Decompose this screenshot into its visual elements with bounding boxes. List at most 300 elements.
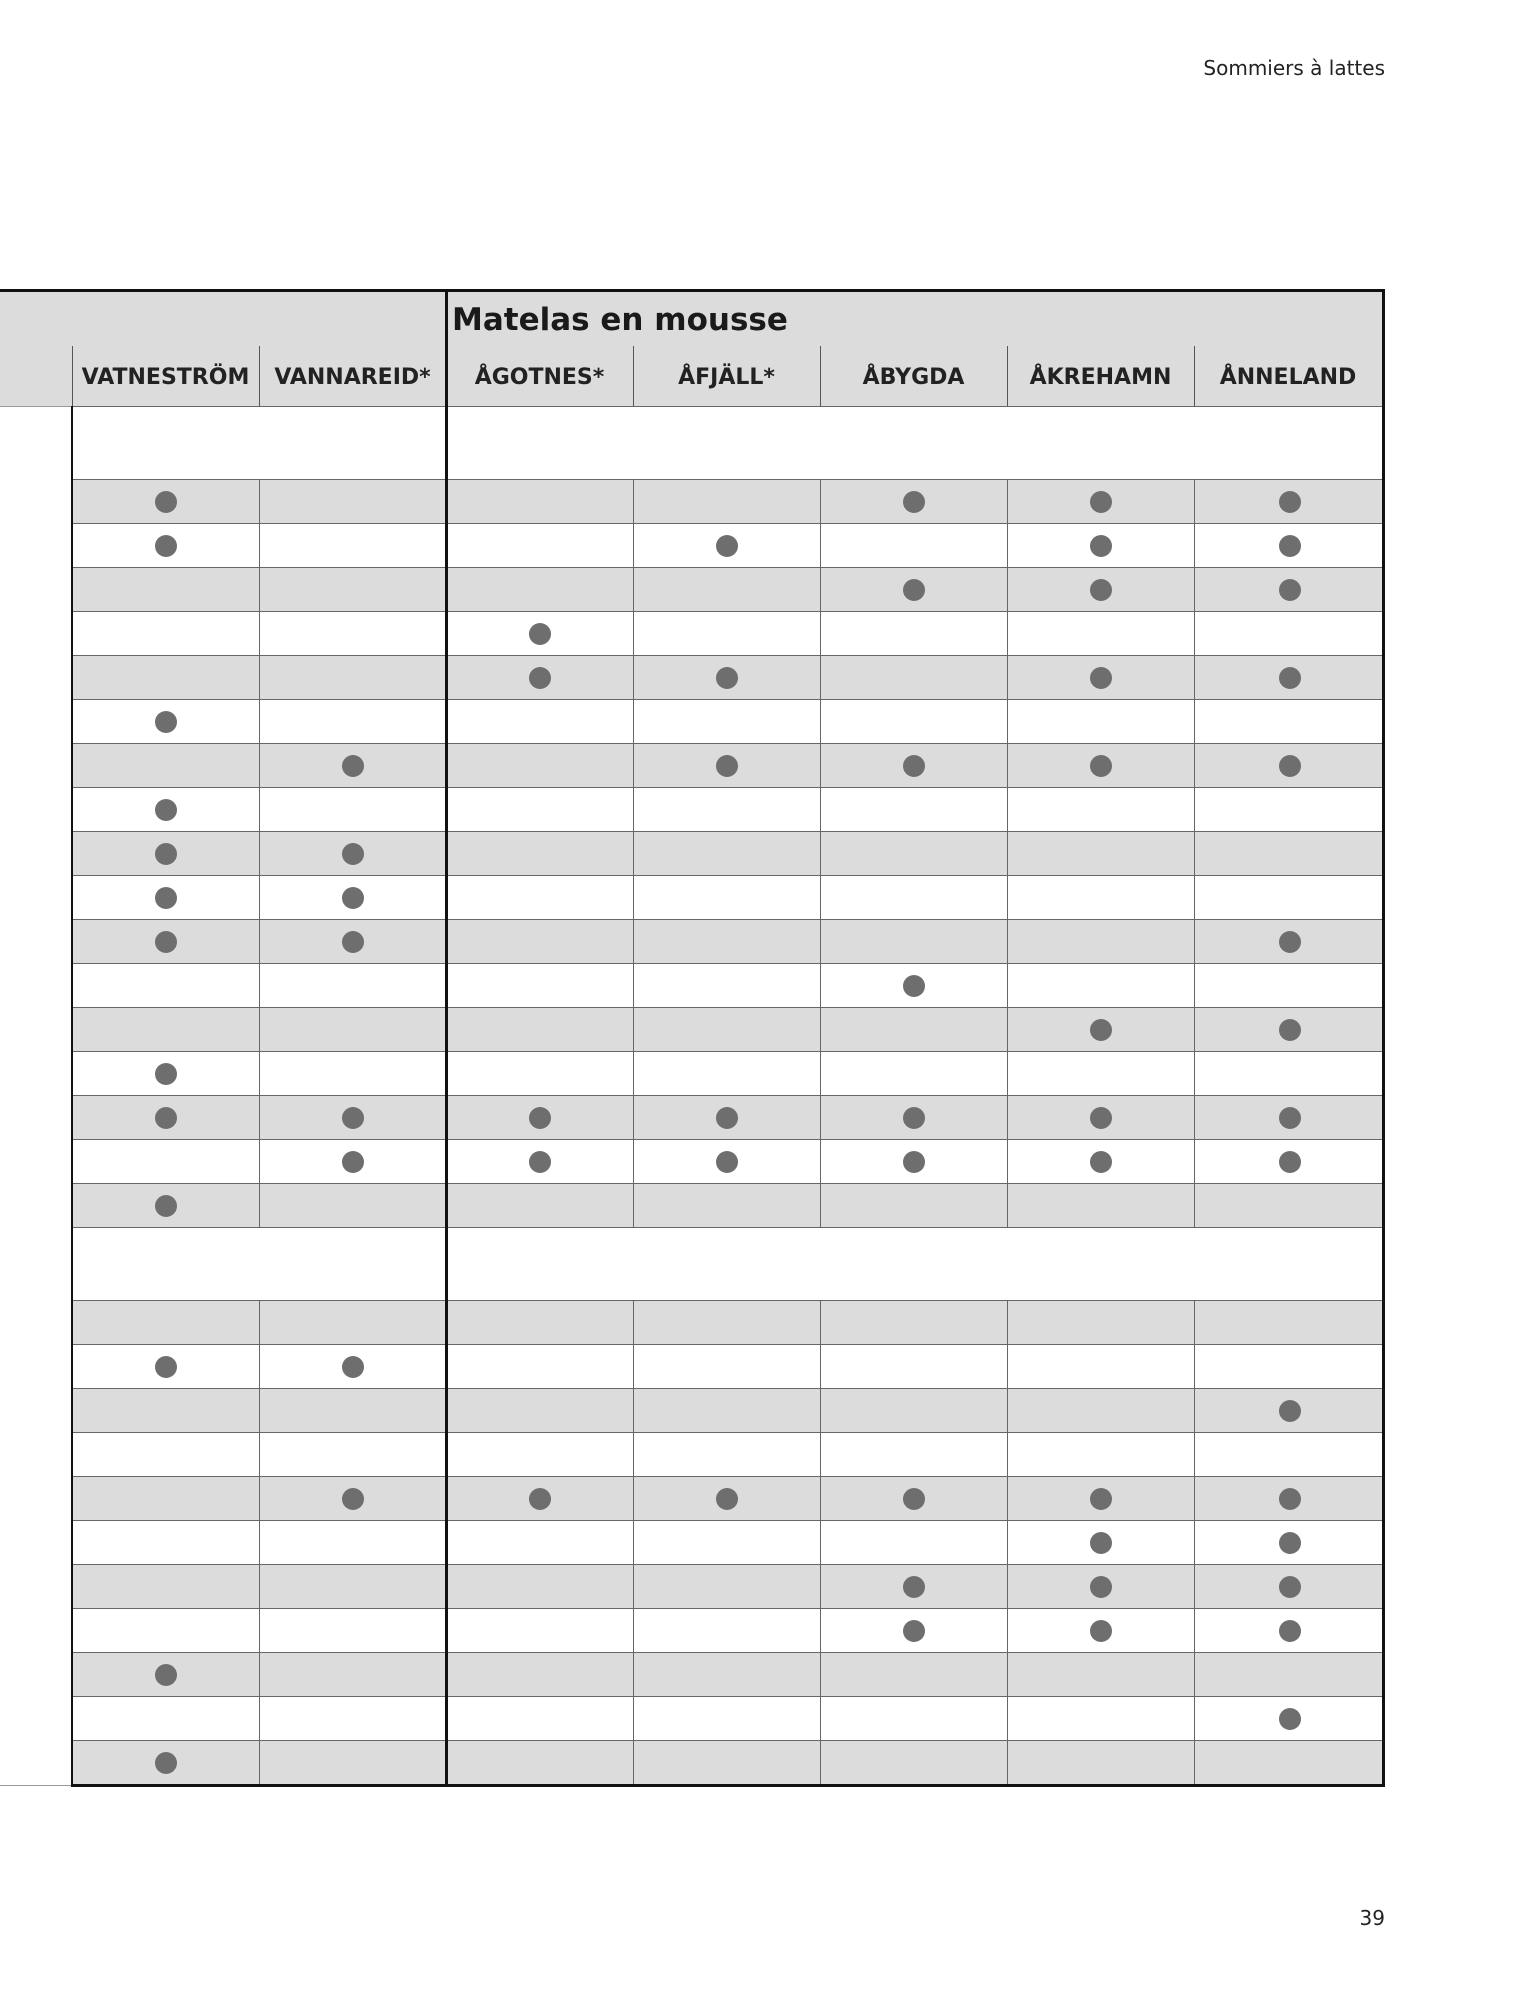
table-row bbox=[72, 1095, 1385, 1139]
bullet-dot-icon bbox=[155, 1356, 177, 1378]
group-title-foam-mattresses: Matelas en mousse bbox=[452, 302, 788, 338]
table-cell bbox=[820, 612, 1007, 655]
bullet-dot-icon bbox=[1279, 1019, 1301, 1041]
table-row bbox=[72, 831, 1385, 875]
table-cell bbox=[1007, 1741, 1194, 1784]
table-row bbox=[72, 1652, 1385, 1696]
bullet-dot-icon bbox=[716, 1151, 738, 1173]
column-header-abygda: ÅBYGDA bbox=[862, 364, 965, 390]
table-cell bbox=[820, 524, 1007, 567]
table-cell bbox=[446, 964, 633, 1007]
bullet-dot-icon bbox=[1279, 1532, 1301, 1554]
bullet-dot-icon bbox=[1090, 1576, 1112, 1598]
bullet-dot-icon bbox=[903, 1151, 925, 1173]
table-cell bbox=[633, 1096, 820, 1139]
table-cell bbox=[446, 524, 633, 567]
table-cell bbox=[259, 612, 446, 655]
table-cell bbox=[72, 1008, 259, 1051]
bullet-dot-icon bbox=[1279, 1107, 1301, 1129]
table-cell bbox=[72, 744, 259, 787]
bullet-dot-icon bbox=[1279, 535, 1301, 557]
table-cell bbox=[1007, 1008, 1194, 1051]
table-cell bbox=[1194, 1301, 1385, 1344]
bullet-dot-icon bbox=[1279, 931, 1301, 953]
table-row bbox=[72, 1388, 1385, 1432]
table-cell bbox=[259, 1741, 446, 1784]
bullet-dot-icon bbox=[155, 1752, 177, 1774]
table-cell bbox=[633, 1184, 820, 1227]
table-row bbox=[72, 479, 1385, 523]
table-cell bbox=[820, 1345, 1007, 1388]
table-cell bbox=[1194, 480, 1385, 523]
bullet-dot-icon bbox=[716, 1488, 738, 1510]
bullet-dot-icon bbox=[1279, 1576, 1301, 1598]
table-cell bbox=[72, 1521, 259, 1564]
table-cell bbox=[1194, 964, 1385, 1007]
table-cell bbox=[259, 1389, 446, 1432]
bullet-dot-icon bbox=[155, 843, 177, 865]
table-cell bbox=[259, 1301, 446, 1344]
group-separator-line bbox=[445, 289, 448, 1787]
bullet-dot-icon bbox=[1090, 1620, 1112, 1642]
bullet-dot-icon bbox=[716, 755, 738, 777]
bullet-dot-icon bbox=[342, 1107, 364, 1129]
table-cell bbox=[1194, 612, 1385, 655]
table-cell bbox=[820, 876, 1007, 919]
table-cell bbox=[1007, 744, 1194, 787]
bullet-dot-icon bbox=[716, 667, 738, 689]
table-cell bbox=[446, 1052, 633, 1095]
bullet-dot-icon bbox=[155, 1107, 177, 1129]
page-number: 39 bbox=[1359, 1906, 1385, 1930]
bullet-dot-icon bbox=[1279, 1400, 1301, 1422]
table-cell bbox=[633, 1477, 820, 1520]
bullet-dot-icon bbox=[529, 1107, 551, 1129]
table-cell bbox=[72, 1096, 259, 1139]
bullet-dot-icon bbox=[342, 755, 364, 777]
bullet-dot-icon bbox=[903, 579, 925, 601]
table-cell bbox=[1194, 1052, 1385, 1095]
column-header-vatnestrom: VATNESTRÖM bbox=[81, 364, 250, 390]
table-cell bbox=[72, 524, 259, 567]
table-cell bbox=[259, 964, 446, 1007]
table-cell bbox=[446, 1521, 633, 1564]
column-header-vannareid: VANNAREID* bbox=[274, 364, 431, 390]
table-cell bbox=[820, 1653, 1007, 1696]
bullet-dot-icon bbox=[1279, 667, 1301, 689]
table-cell bbox=[259, 700, 446, 743]
bullet-dot-icon bbox=[1090, 491, 1112, 513]
bullet-dot-icon bbox=[529, 1488, 551, 1510]
bullet-dot-icon bbox=[716, 1107, 738, 1129]
table-cell bbox=[633, 1609, 820, 1652]
table-row bbox=[72, 1740, 1385, 1784]
table-cell bbox=[259, 568, 446, 611]
table-cell bbox=[1194, 876, 1385, 919]
table-cell bbox=[446, 876, 633, 919]
column-header-agotnes: ÅGOTNES* bbox=[474, 364, 605, 390]
bullet-dot-icon bbox=[1090, 667, 1112, 689]
table-cell bbox=[820, 1433, 1007, 1476]
table-cell bbox=[259, 744, 446, 787]
left-stub-line bbox=[0, 406, 72, 407]
table-cell bbox=[633, 1301, 820, 1344]
table-cell bbox=[1007, 1697, 1194, 1740]
table-cell bbox=[1007, 1477, 1194, 1520]
table-cell bbox=[820, 1477, 1007, 1520]
table-cell bbox=[446, 1008, 633, 1051]
table-cell bbox=[1194, 1096, 1385, 1139]
table-cell bbox=[72, 1140, 259, 1183]
table-row bbox=[72, 523, 1385, 567]
table-row bbox=[72, 1007, 1385, 1051]
table-cell bbox=[446, 1184, 633, 1227]
table-cell bbox=[1007, 612, 1194, 655]
table-cell bbox=[259, 1008, 446, 1051]
table-cell bbox=[1194, 1741, 1385, 1784]
table-cell bbox=[1194, 920, 1385, 963]
table-cell bbox=[446, 920, 633, 963]
bullet-dot-icon bbox=[1090, 1151, 1112, 1173]
table-cell bbox=[72, 1477, 259, 1520]
table-cell bbox=[820, 920, 1007, 963]
table-cell bbox=[72, 700, 259, 743]
table-cell bbox=[1194, 700, 1385, 743]
table-cell bbox=[1194, 1008, 1385, 1051]
table-bottom-rule bbox=[72, 1784, 1385, 1787]
table-cell bbox=[72, 920, 259, 963]
table-cell bbox=[72, 832, 259, 875]
table-cell bbox=[633, 920, 820, 963]
table-cell bbox=[446, 1697, 633, 1740]
table-cell bbox=[446, 1140, 633, 1183]
table-cell bbox=[1194, 1345, 1385, 1388]
table-cell bbox=[820, 744, 1007, 787]
table-cell bbox=[259, 1140, 446, 1183]
bullet-dot-icon bbox=[1090, 1107, 1112, 1129]
table-cell bbox=[1194, 744, 1385, 787]
table-cell bbox=[633, 1741, 820, 1784]
table-cell bbox=[1007, 788, 1194, 831]
table-cell bbox=[259, 1697, 446, 1740]
table-row bbox=[72, 787, 1385, 831]
table-cell bbox=[633, 1389, 820, 1432]
table-cell bbox=[633, 1521, 820, 1564]
table-cell bbox=[1007, 1565, 1194, 1608]
table-cell bbox=[259, 788, 446, 831]
table-row bbox=[72, 1300, 1385, 1344]
table-row bbox=[72, 1344, 1385, 1388]
table-cell bbox=[633, 1345, 820, 1388]
table-cell bbox=[820, 1096, 1007, 1139]
table-cell bbox=[259, 480, 446, 523]
table-cell bbox=[1007, 876, 1194, 919]
bullet-dot-icon bbox=[1279, 579, 1301, 601]
table-cell bbox=[1007, 656, 1194, 699]
table-cell bbox=[820, 788, 1007, 831]
table-cell bbox=[72, 1389, 259, 1432]
bullet-dot-icon bbox=[342, 1356, 364, 1378]
table-row bbox=[72, 743, 1385, 787]
table-cell bbox=[259, 1345, 446, 1388]
table-cell bbox=[259, 876, 446, 919]
table-cell bbox=[72, 1184, 259, 1227]
table-left-border bbox=[71, 406, 73, 1787]
column-header-akrehamn: ÅKREHAMN bbox=[1029, 364, 1172, 390]
table-cell bbox=[72, 1301, 259, 1344]
table-cell bbox=[1007, 568, 1194, 611]
table-cell bbox=[820, 568, 1007, 611]
table-cell bbox=[259, 1653, 446, 1696]
table-cell bbox=[446, 1096, 633, 1139]
table-cell bbox=[820, 1609, 1007, 1652]
bullet-dot-icon bbox=[903, 1576, 925, 1598]
table-cell bbox=[820, 1184, 1007, 1227]
table-cell bbox=[72, 1741, 259, 1784]
table-cell bbox=[446, 832, 633, 875]
table-cell bbox=[633, 524, 820, 567]
table-cell bbox=[1194, 1477, 1385, 1520]
table-cell bbox=[633, 1140, 820, 1183]
bullet-dot-icon bbox=[155, 491, 177, 513]
table-cell bbox=[446, 1609, 633, 1652]
table-row bbox=[72, 1183, 1385, 1227]
bullet-dot-icon bbox=[342, 1151, 364, 1173]
table-cell bbox=[1194, 1609, 1385, 1652]
table-cell bbox=[1007, 832, 1194, 875]
table-cell bbox=[633, 1433, 820, 1476]
bullet-dot-icon bbox=[716, 535, 738, 557]
table-cell bbox=[1194, 656, 1385, 699]
bullet-dot-icon bbox=[903, 1488, 925, 1510]
bullet-dot-icon bbox=[155, 799, 177, 821]
table-cell bbox=[1194, 1433, 1385, 1476]
table-row bbox=[72, 1564, 1385, 1608]
bullet-dot-icon bbox=[342, 843, 364, 865]
table-cell bbox=[72, 876, 259, 919]
bullet-dot-icon bbox=[1090, 579, 1112, 601]
table-cell bbox=[820, 1565, 1007, 1608]
bullet-dot-icon bbox=[1279, 1708, 1301, 1730]
table-cell bbox=[820, 1140, 1007, 1183]
table-cell bbox=[259, 1096, 446, 1139]
table-row bbox=[72, 611, 1385, 655]
table-cell bbox=[633, 1052, 820, 1095]
table-row bbox=[72, 699, 1385, 743]
bullet-dot-icon bbox=[1090, 1019, 1112, 1041]
table-cell bbox=[446, 1653, 633, 1696]
table-cell bbox=[446, 480, 633, 523]
table-cell bbox=[1007, 1052, 1194, 1095]
table-cell bbox=[1007, 524, 1194, 567]
table-cell bbox=[72, 568, 259, 611]
table-row bbox=[72, 919, 1385, 963]
table-cell bbox=[820, 1301, 1007, 1344]
table-cell bbox=[446, 656, 633, 699]
table-cell bbox=[446, 700, 633, 743]
table-row bbox=[72, 875, 1385, 919]
left-stub-line bbox=[0, 1785, 72, 1786]
table-cell bbox=[446, 1741, 633, 1784]
table-cell bbox=[72, 1697, 259, 1740]
table-cell bbox=[446, 612, 633, 655]
bullet-dot-icon bbox=[1279, 755, 1301, 777]
bullet-dot-icon bbox=[903, 755, 925, 777]
table-cell bbox=[72, 788, 259, 831]
table-cell bbox=[633, 1008, 820, 1051]
table-cell bbox=[1194, 1140, 1385, 1183]
table-cell bbox=[446, 1433, 633, 1476]
table-cell bbox=[820, 1741, 1007, 1784]
table-cell bbox=[259, 1521, 446, 1564]
column-header-afjall: ÅFJÄLL* bbox=[678, 364, 775, 390]
bullet-dot-icon bbox=[1090, 1488, 1112, 1510]
table-cell bbox=[1194, 832, 1385, 875]
table-cell bbox=[633, 700, 820, 743]
table-row bbox=[72, 1608, 1385, 1652]
table-cell bbox=[1194, 1184, 1385, 1227]
table-cell bbox=[633, 480, 820, 523]
table-cell bbox=[1007, 1184, 1194, 1227]
table-cell bbox=[633, 832, 820, 875]
table-cell bbox=[446, 1301, 633, 1344]
table-cell bbox=[1194, 1389, 1385, 1432]
table-cell bbox=[820, 656, 1007, 699]
table-cell bbox=[72, 1609, 259, 1652]
table-cell bbox=[259, 1609, 446, 1652]
table-cell bbox=[1007, 1096, 1194, 1139]
table-cell bbox=[1007, 964, 1194, 1007]
table-cell bbox=[259, 524, 446, 567]
table-cell bbox=[820, 700, 1007, 743]
table-cell bbox=[1007, 1609, 1194, 1652]
section-separator-row bbox=[72, 1227, 1385, 1300]
column-header-anneland: ÅNNELAND bbox=[1219, 364, 1357, 390]
table-row bbox=[72, 963, 1385, 1007]
bullet-dot-icon bbox=[903, 491, 925, 513]
bullet-dot-icon bbox=[155, 1664, 177, 1686]
bullet-dot-icon bbox=[342, 931, 364, 953]
table-cell bbox=[446, 1389, 633, 1432]
table-header bbox=[0, 292, 1385, 406]
page-header: Sommiers à lattes bbox=[1203, 56, 1385, 80]
table-cell bbox=[259, 920, 446, 963]
table-cell bbox=[820, 832, 1007, 875]
bullet-dot-icon bbox=[1090, 1532, 1112, 1554]
table-cell bbox=[633, 1653, 820, 1696]
bullet-dot-icon bbox=[903, 975, 925, 997]
table-cell bbox=[820, 1008, 1007, 1051]
bullet-dot-icon bbox=[155, 711, 177, 733]
table-row bbox=[72, 1051, 1385, 1095]
bullet-dot-icon bbox=[529, 667, 551, 689]
table-cell bbox=[1194, 524, 1385, 567]
table-cell bbox=[72, 1433, 259, 1476]
table-cell bbox=[820, 1052, 1007, 1095]
table-cell bbox=[820, 1521, 1007, 1564]
table-cell bbox=[633, 964, 820, 1007]
table-cell bbox=[72, 480, 259, 523]
table-cell bbox=[259, 1184, 446, 1227]
table-cell bbox=[633, 656, 820, 699]
table-row bbox=[72, 655, 1385, 699]
table-cell bbox=[633, 1565, 820, 1608]
table-cell bbox=[72, 656, 259, 699]
table-row bbox=[72, 1432, 1385, 1476]
table-cell bbox=[446, 1345, 633, 1388]
table-cell bbox=[1007, 1140, 1194, 1183]
table-cell bbox=[72, 964, 259, 1007]
table-cell bbox=[1007, 1345, 1194, 1388]
bullet-dot-icon bbox=[903, 1620, 925, 1642]
table-cell bbox=[72, 1052, 259, 1095]
bullet-dot-icon bbox=[155, 1063, 177, 1085]
table-cell bbox=[820, 964, 1007, 1007]
table-cell bbox=[820, 1697, 1007, 1740]
table-cell bbox=[446, 1477, 633, 1520]
table-cell bbox=[259, 1052, 446, 1095]
bullet-dot-icon bbox=[1090, 755, 1112, 777]
table-row bbox=[72, 1696, 1385, 1740]
bullet-dot-icon bbox=[1279, 1151, 1301, 1173]
table-cell bbox=[1194, 1521, 1385, 1564]
table-row bbox=[72, 1476, 1385, 1520]
table-cell bbox=[1194, 788, 1385, 831]
bullet-dot-icon bbox=[903, 1107, 925, 1129]
table-cell bbox=[259, 1565, 446, 1608]
table-cell bbox=[446, 744, 633, 787]
bullet-dot-icon bbox=[1279, 1488, 1301, 1510]
table-cell bbox=[633, 612, 820, 655]
bullet-dot-icon bbox=[155, 1195, 177, 1217]
bullet-dot-icon bbox=[342, 1488, 364, 1510]
bullet-dot-icon bbox=[342, 887, 364, 909]
bullet-dot-icon bbox=[155, 535, 177, 557]
bullet-dot-icon bbox=[1090, 535, 1112, 557]
bullet-dot-icon bbox=[529, 1151, 551, 1173]
table-right-border bbox=[1382, 289, 1385, 1787]
table-cell bbox=[1194, 1565, 1385, 1608]
table-cell bbox=[259, 832, 446, 875]
table-row bbox=[72, 1139, 1385, 1183]
table-cell bbox=[633, 1697, 820, 1740]
table-cell bbox=[259, 1477, 446, 1520]
table-cell bbox=[633, 876, 820, 919]
table-cell bbox=[633, 568, 820, 611]
table-cell bbox=[72, 1345, 259, 1388]
table-cell bbox=[820, 1389, 1007, 1432]
table-cell bbox=[259, 1433, 446, 1476]
section-separator-row bbox=[72, 406, 1385, 479]
bullet-dot-icon bbox=[155, 931, 177, 953]
table-cell bbox=[1194, 1653, 1385, 1696]
table-cell bbox=[1007, 1389, 1194, 1432]
table-cell bbox=[1007, 1521, 1194, 1564]
table-cell bbox=[633, 788, 820, 831]
table-cell bbox=[446, 1565, 633, 1608]
table-cell bbox=[1007, 920, 1194, 963]
table-cell bbox=[72, 1565, 259, 1608]
table-cell bbox=[72, 612, 259, 655]
table-cell bbox=[446, 788, 633, 831]
table-cell bbox=[446, 568, 633, 611]
table-cell bbox=[1194, 568, 1385, 611]
bullet-dot-icon bbox=[155, 887, 177, 909]
table-cell bbox=[1194, 1697, 1385, 1740]
table-row bbox=[72, 567, 1385, 611]
table-cell bbox=[820, 480, 1007, 523]
bullet-dot-icon bbox=[1279, 1620, 1301, 1642]
